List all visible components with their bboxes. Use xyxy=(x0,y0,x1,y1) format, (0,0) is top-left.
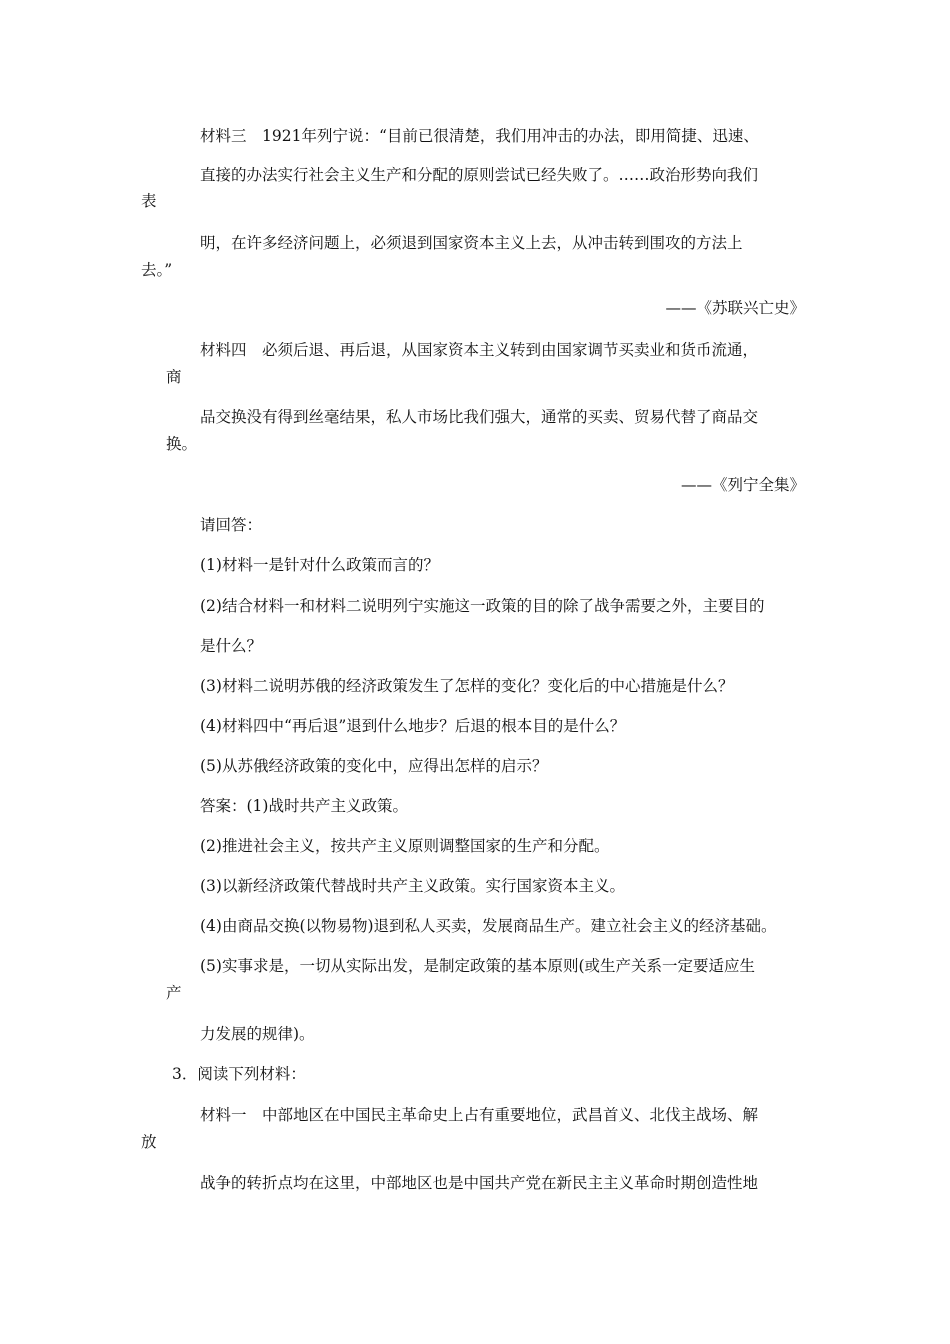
item3-material1-line1: 材料一 中部地区在中国民主革命史上占有重要地位，武昌首义、北伐主战场、解 xyxy=(200,1106,759,1124)
material4-wrap2: 换。 xyxy=(166,435,198,453)
answer-1: 答案：(1)战时共产主义政策。 xyxy=(200,797,408,815)
material4-source: ——《列宁全集》 xyxy=(680,476,805,494)
material3-line2: 直接的办法实行社会主义生产和分配的原则尝试已经失败了。……政治形势向我们 xyxy=(200,166,759,184)
material4-line1: 材料四 必须后退、再后退，从国家资本主义转到由国家调节买卖业和货币流通， xyxy=(200,341,759,359)
question-3: (3)材料二说明苏俄的经济政策发生了怎样的变化？变化后的中心措施是什么？ xyxy=(200,677,734,695)
material3-line3: 明，在许多经济问题上，必须退到国家资本主义上去，从冲击转到围攻的方法上 xyxy=(200,234,743,252)
item3-material1-line2: 战争的转折点均在这里，中部地区也是中国共产党在新民主主义革命时期创造性地 xyxy=(200,1174,759,1192)
material4-wrap1: 商 xyxy=(166,368,182,386)
material3-wrap3: 去。” xyxy=(141,261,173,279)
answer-3: (3)以新经济政策代替战时共产主义政策。实行国家资本主义。 xyxy=(200,877,625,895)
question-2-line2: 是什么？ xyxy=(200,637,263,655)
question-4: (4)材料四中“再后退”退到什么地步？后退的根本目的是什么？ xyxy=(200,717,626,735)
material3-line1: 材料三 1921年列宁说：“目前已很清楚，我们用冲击的办法，即用简捷、迅速、 xyxy=(200,127,759,145)
answer-5-line2: 力发展的规律)。 xyxy=(200,1025,315,1043)
answer-5-wrap: 产 xyxy=(166,984,182,1002)
question-1: (1)材料一是针对什么政策而言的？ xyxy=(200,556,439,574)
item3-heading: 3．阅读下列材料： xyxy=(172,1065,306,1083)
answer-prompt: 请回答： xyxy=(200,516,263,534)
material3-source: ——《苏联兴亡史》 xyxy=(665,299,805,317)
answer-5-line1: (5)实事求是，一切从实际出发，是制定政策的基本原则(或生产关系一定要适应生 xyxy=(200,957,756,975)
question-5: (5)从苏俄经济政策的变化中，应得出怎样的启示？ xyxy=(200,757,548,775)
answer-4: (4)由商品交换(以物易物)退到私人买卖，发展商品生产。建立社会主义的经济基础。 xyxy=(200,917,777,935)
question-2-line1: (2)结合材料一和材料二说明列宁实施这一政策的目的除了战争需要之外，主要目的 xyxy=(200,597,765,615)
item3-material1-wrap1: 放 xyxy=(141,1133,157,1151)
answer-2: (2)推进社会主义，按共产主义原则调整国家的生产和分配。 xyxy=(200,837,610,855)
material4-line2: 品交换没有得到丝毫结果，私人市场比我们强大，通常的买卖、贸易代替了商品交 xyxy=(200,408,759,426)
material3-wrap2: 表 xyxy=(141,192,157,210)
